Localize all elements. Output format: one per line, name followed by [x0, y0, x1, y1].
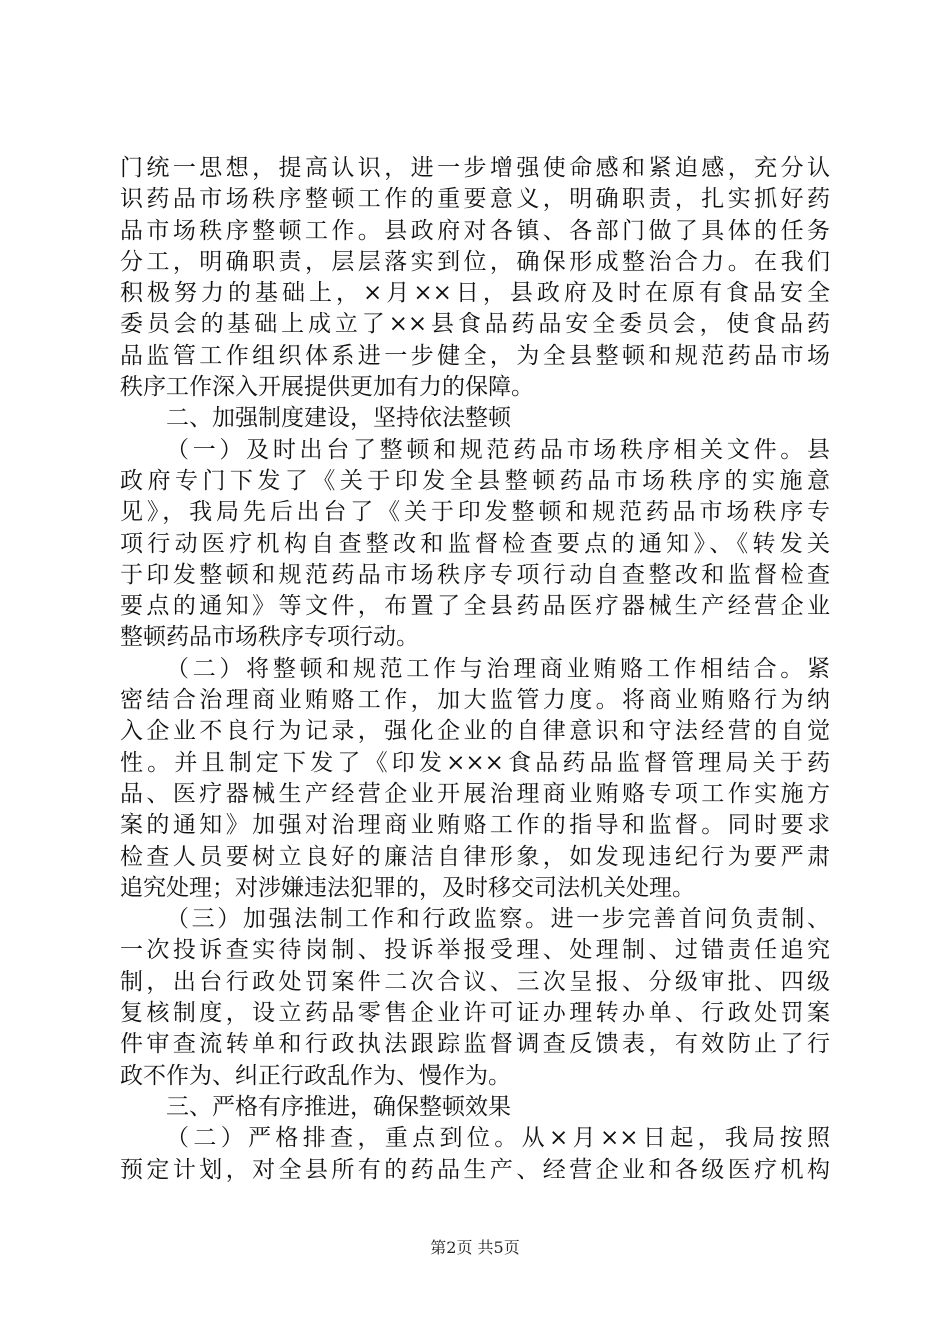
text-line: 件审查流转单和行政执法跟踪监督调查反馈表，有效防止了行 [120, 1031, 830, 1058]
text-line: 委员会的基础上成立了××县食品药品安全委员会，使食品药 [120, 311, 830, 338]
text-line: 入企业不良行为记录，强化企业的自律意识和守法经营的自觉 [120, 718, 830, 745]
text-line: 一次投诉查实待岗制、投诉举报受理、处理制、过错责任追究 [120, 937, 830, 964]
text-line: 门统一思想，提高认识，进一步增强使命感和紧迫感，充分认 [120, 155, 830, 181]
text-line: （二）将整顿和规范工作与治理商业贿赂工作相结合。紧 [166, 655, 830, 682]
text-line: 品监管工作组织体系进一步健全，为全县整顿和规范药品市场 [120, 342, 830, 369]
text-line: 三、严格有序推进，确保整顿效果 [166, 1093, 511, 1120]
text-line: （二）严格排查，重点到位。从×月××日起，我局按照 [166, 1125, 830, 1152]
document-body [120, 153, 830, 1186]
text-line: 性。并且制定下发了《印发×××食品药品监督管理局关于药 [120, 749, 830, 776]
text-line: 追究处理；对涉嫌违法犯罪的，及时移交司法机关处理。 [120, 874, 695, 901]
text-line: 识药品市场秩序整顿工作的重要意义，明确职责，扎实抓好药 [120, 186, 830, 213]
text-line: 案的通知》加强对治理商业贿赂工作的指导和监督。同时要求 [120, 812, 830, 839]
text-line: 项行动医疗机构自查整改和监督检查要点的通知》、《转发关 [120, 530, 830, 557]
text-line: 密结合治理商业贿赂工作，加大监管力度。将商业贿赂行为纳 [120, 687, 830, 714]
text-line: 检查人员要树立良好的廉洁自律形象，如发现违纪行为要严肃 [120, 843, 830, 870]
text-line: 品、医疗器械生产经营企业开展治理商业贿赂专项工作实施方 [120, 780, 830, 807]
text-line: 要点的通知》等文件，布置了全县药品医疗器械生产经营企业 [120, 593, 830, 620]
text-line: 政府专门下发了《关于印发全县整顿药品市场秩序的实施意 [120, 467, 830, 494]
text-line: 品市场秩序整顿工作。县政府对各镇、各部门做了具体的任务 [120, 217, 830, 244]
text-line: 整顿药品市场秩序专项行动。 [120, 624, 419, 651]
text-line: （三）加强法制工作和行政监察。进一步完善首问负责制、 [166, 906, 830, 933]
text-line: （一）及时出台了整顿和规范药品市场秩序相关文件。县 [166, 436, 830, 463]
text-line: 见》，我局先后出台了《关于印发整顿和规范药品市场秩序专 [120, 499, 830, 526]
page-footer: 第2页 共5页 [430, 1238, 520, 1257]
text-line: 积极努力的基础上，×月××日，县政府及时在原有食品安全 [120, 280, 830, 307]
text-line: 于印发整顿和规范药品市场秩序专项行动自查整改和监督检查 [120, 561, 830, 588]
text-line: 预定计划，对全县所有的药品生产、经营企业和各级医疗机构 [120, 1156, 830, 1183]
text-line: 分工，明确职责，层层落实到位，确保形成整治合力。在我们 [120, 248, 830, 275]
text-line: 制，出台行政处罚案件二次合议、三次呈报、分级审批、四级 [120, 968, 830, 995]
text-line: 复核制度，设立药品零售企业许可证办理转办单、行政处罚案 [120, 1000, 830, 1027]
text-line: 政不作为、纠正行政乱作为、慢作为。 [120, 1062, 511, 1089]
text-line: 秩序工作深入开展提供更加有力的保障。 [120, 374, 534, 401]
text-line: 二、加强制度建设，坚持依法整顿 [166, 405, 511, 432]
